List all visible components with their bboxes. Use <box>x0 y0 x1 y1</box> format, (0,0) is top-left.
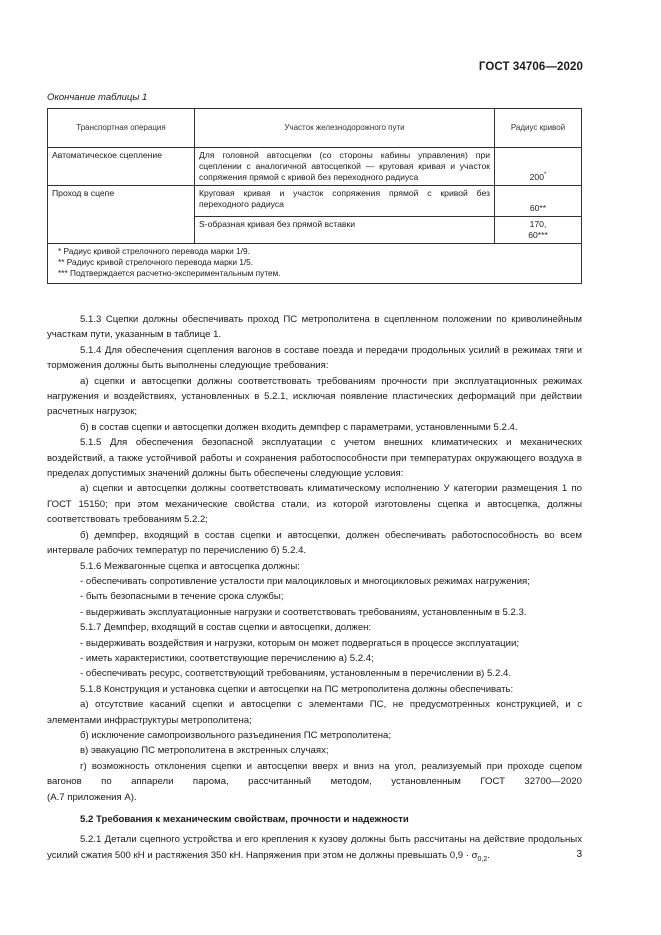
page-number: 3 <box>576 849 582 860</box>
list-item: б) в состав сцепки и автосцепки должен входить демпфер с параметрами, установленными 5.2.4. <box>80 421 518 433</box>
curve-radius-table <box>47 108 582 284</box>
paragraph-text: 5.2.1 Детали сцепного устройства и его крепления к кузову должны быть рассчитаны на действие продольных усилий сжатия 500 кН и растяжения 350 кН. Напряжения при этом не должны превышать <box>47 834 582 861</box>
table-header-row <box>48 109 582 148</box>
cell-operation: Проход в сцепе <box>48 185 195 243</box>
list-item: - иметь характеристики, соответствующие перечислению а) 5.2.4; <box>80 652 374 664</box>
table-row <box>48 185 582 216</box>
cell-track: S-образная кривая без прямой вставки <box>195 216 495 243</box>
list-item: - выдерживать воздействия и нагрузки, которым он может подвергаться в процессе эксплуатации; <box>80 637 519 649</box>
paragraph-5-1-6: 5.1.6 Межвагонные сцепка и автосцепка должны: <box>80 560 300 572</box>
list-item: а) сцепки и автосцепки должны соответствовать климатическому исполнению У категории размещения 1 по ГОСТ 15150; при этом механические свойства стали, из которой изготовлены сцепка и автосцепка, должны соответствовать требованиям 5.2.2; <box>47 483 582 526</box>
paragraph-5-1-5: 5.1.5 Для обеспечения безопасной эксплуатации с учетом внешних климатических и механических воздействий, а также устойчивой работы и сохранения работоспособности при температурах окружающего воздуха в пределах допустимых значений должны быть обеспечены следующие условия: <box>47 437 582 480</box>
cell-operation: Автоматическое сцепление <box>48 148 195 186</box>
table-caption: Окончание таблицы 1 <box>47 92 148 103</box>
cell-radius <box>495 148 582 186</box>
table-footnotes-row <box>48 243 582 283</box>
cell-track: Круговая кривая и участок сопряжения прямой с кривой без переходного радиуса <box>195 185 495 216</box>
list-item: б) демпфер, входящий в состав сцепки и автосцепки, должен обеспечивать работоспособность во всем интервале рабочих температур по перечислению б) 5.2.4. <box>47 529 582 557</box>
footnote: ** Радиус кривой стрелочного перевода марки 1/5. <box>58 256 254 267</box>
list-item: а) отсутствие касаний сцепки и автосцепки с элементами ПС, не предусмотренных конструкцией, и с элементами инфраструктуры метрополитена; <box>47 699 582 726</box>
list-item: в) эвакуацию ПС метрополитена в экстренных случаях; <box>80 745 329 757</box>
stress-formula: $0,9 \cdot \sigma_{0,2}$. <box>449 849 490 863</box>
paragraph-5-1-4: 5.1.4 Для обеспечения сцепления вагонов в составе поезда и передачи продольных усилий в режимах тяги и торможения должны быть выполнены следующие требования: <box>47 344 582 372</box>
list-item: г) возможность отклонения сцепки и автосцепки вверх и вниз на угол, реализуемый при проходе сцепом вагонов по аппарели парома, рассчитанный методом, установленным ГОСТ 32700—2020 <box>47 760 582 788</box>
paragraph-5-1-3: 5.1.3 Сцепки должны обеспечивать проход ПС метрополитена в сцепленном положении по криволинейным участкам пути, указанным в таблице 1. <box>47 314 582 341</box>
table-row <box>48 148 582 186</box>
list-item: - быть безопасными в течение срока службы; <box>80 591 284 603</box>
paragraph-5-1-7: 5.1.7 Демпфер, входящий в состав сцепки и автосцепки, должен: <box>80 622 372 634</box>
list-item: а) сцепки и автосцепки должны соответствовать требованиям прочности при эксплуатационных режимах нагружения и воздействиях, установленных в 5.2.1, исключая появление пластических деформаций при действии расчетных нагрузок; <box>47 375 582 418</box>
radius-value: 200 <box>529 171 544 182</box>
list-item-continuation: (А.7 приложения А). <box>47 791 137 803</box>
list-item: б) исключение самопроизвольного разъединения ПС метрополитена; <box>80 729 392 741</box>
cell-radius: 60** <box>495 185 582 216</box>
header-curve-radius: Радиус кривой <box>495 109 582 148</box>
document-body <box>47 312 582 867</box>
paragraph-5-1-8: 5.1.8 Конструкция и установка сцепки и автосцепки на ПС метрополитена должны обеспечивать: <box>80 683 514 695</box>
cell-track: Для головной автосцепки (со стороны кабины управления) при сцеплении с аналогичной автосцепкой — круговая кривая и участок сопряжения прямой с кривой без переходного радиуса <box>195 148 495 186</box>
list-item: - выдерживать эксплуатационные нагрузки и соответствовать требованиям, установленным в 5.2.3. <box>80 606 527 618</box>
cell-radius <box>495 216 582 243</box>
footnote: *** Подтверждается расчетно-экспериментальным путем. <box>58 268 281 279</box>
header-track-section: Участок железнодорожного пути <box>195 109 495 148</box>
footnote: * Радиус кривой стрелочного перевода марки 1/9. <box>58 245 250 256</box>
radius-footnote-mark: * <box>544 171 547 178</box>
header-transport-operation: Транспортная операция <box>48 109 195 148</box>
radius-value: 170, <box>529 218 547 229</box>
paragraph-5-2-1 <box>47 832 582 867</box>
list-item: - обеспечивать сопротивление усталости при малоцикловых и многоцикловых режимах нагружения; <box>80 575 530 587</box>
radius-value: 60*** <box>528 229 548 240</box>
section-heading: 5.2 Требования к механическим свойствам, прочности и надежности <box>80 814 409 825</box>
table-footnotes <box>48 243 582 283</box>
list-item: - обеспечивать ресурс, соответствующий требованиям, установленным в перечислении в) 5.2.4. <box>80 668 512 680</box>
standard-designation: ГОСТ 34706—2020 <box>478 61 583 73</box>
